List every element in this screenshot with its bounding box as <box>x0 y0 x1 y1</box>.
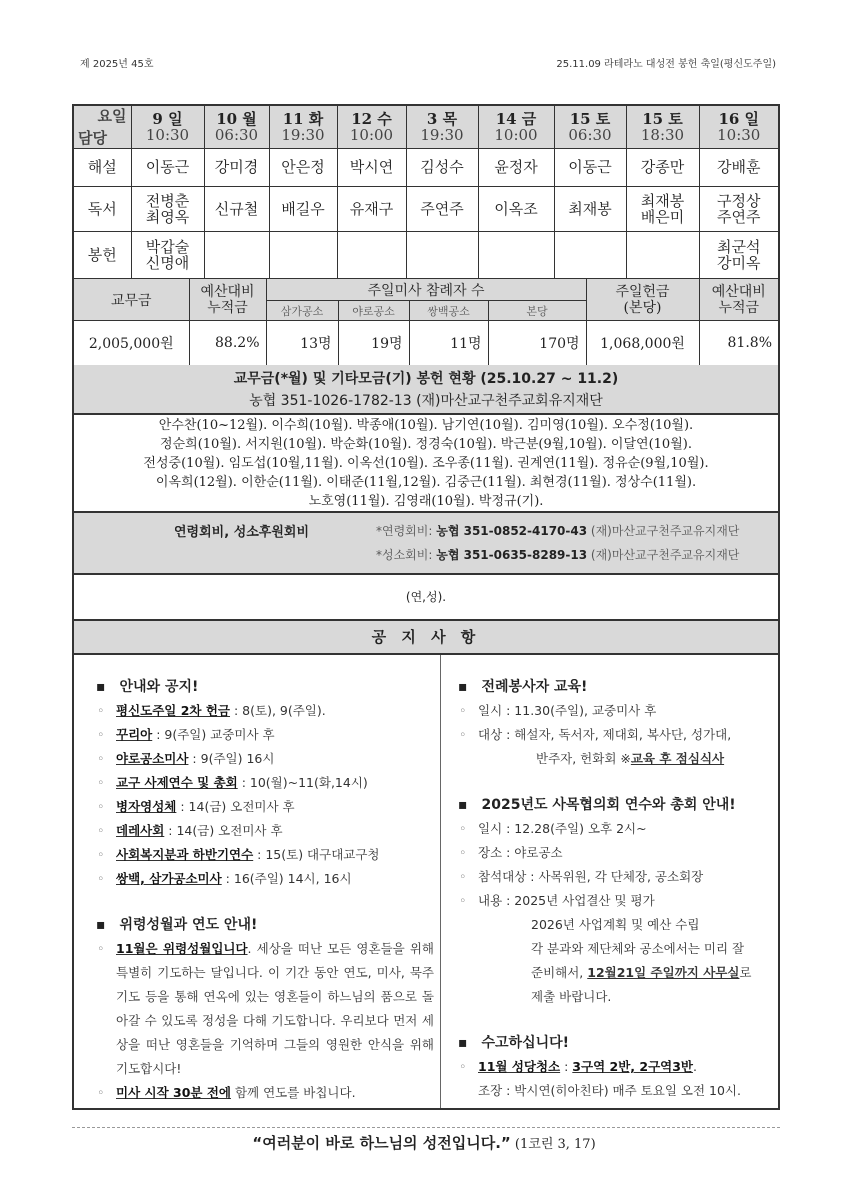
notice-item: ◦ 미사 시작 30분 전에 함께 연도를 바칩니다. <box>94 1081 434 1105</box>
notice-item: ◦ 대상 : 해설자, 독서자, 제대회, 복사단, 성가대, <box>456 723 776 747</box>
society-account-1: *연령회비: 농협 351-0852-4170-43 (재)마산교구천주교유지재단 <box>376 524 740 538</box>
notice-item-cont: 조장 : 박시연(히아친타) 매주 토요일 오전 10시. <box>478 1083 741 1098</box>
notice-item: ◦ 일시 : 11.30(주일), 교중미사 후 <box>456 699 776 723</box>
footer-divider <box>72 1127 780 1128</box>
day-header: 15 토 06:30 <box>554 105 626 148</box>
notice-item: ◦ 병자영성체 : 14(금) 오전미사 후 <box>94 795 434 819</box>
sub-header: 본당 <box>488 301 586 321</box>
footer-quote: “여러분이 바로 하느님의 성전입니다.” (1코린 3, 17) <box>252 1134 596 1152</box>
attend-value: 170명 <box>488 321 586 367</box>
assignee-cell: 강종만 <box>626 148 699 186</box>
section-heading: ▪ 안내와 공지! <box>94 675 434 699</box>
assignee-cell: 이동근 <box>554 148 626 186</box>
gyomu-header: 교무금 <box>73 279 189 321</box>
notice-item-cont: 반주자, 헌화회 ※교육 후 점심식사 <box>536 751 725 766</box>
donor-list <box>72 415 780 513</box>
donor-line: 노호영(11월). 김영래(10월). 박정규(기). <box>308 494 544 509</box>
section-heading: ▪ 2025년도 사목협의회 연수와 총회 안내! <box>456 793 776 817</box>
notice-item-cont: 준비해서, 12월21일 주일까지 사무실로 <box>531 965 752 980</box>
notice-item-cont: 각 분과와 제단체와 공소에서는 미리 잘 <box>531 941 745 956</box>
notice-item: ◦ 참석대상 : 사목위원, 각 단체장, 공소회장 <box>456 865 776 889</box>
society-title: 연령회비, 성소후원회비 <box>174 525 310 540</box>
sub-header: 삼가공소 <box>266 301 338 321</box>
notice-item: ◦ 평신도주일 2차 헌금 : 8(토), 9(주일). <box>94 699 434 723</box>
day-header: 14 금 10:00 <box>478 105 554 148</box>
notice-item: ◦ 교구 사제연수 및 총회 : 10(월)~11(화,14시) <box>94 771 434 795</box>
assignee-cell: 윤정자 <box>478 148 554 186</box>
assignee-cell: 강미경 <box>204 148 269 186</box>
notice-item: ◦ 일시 : 12.28(주일) 오후 2시~ <box>456 817 776 841</box>
day-header: 10 월 06:30 <box>204 105 269 148</box>
society-fees <box>72 513 780 575</box>
budget-value-1: 88.2% <box>189 321 266 367</box>
notice-item: ◦ 야로공소미사 : 9(주일) 16시 <box>94 747 434 771</box>
assignee-cell: 최재봉 <box>554 186 626 231</box>
assignee-cell: 강배훈 <box>699 148 779 186</box>
assignee-cell <box>204 231 269 279</box>
notice-item: ◦ 꾸리아 : 9(주일) 교중미사 후 <box>94 723 434 747</box>
mass-schedule-table <box>72 104 780 280</box>
notice-item-cont: 제출 바랍니다. <box>531 989 612 1004</box>
notice-right-column <box>456 669 776 1103</box>
budget-header-1: 예산대비 누적금 <box>189 279 266 321</box>
notice-item-cont: 2026년 사업계획 및 예산 수립 <box>531 917 700 932</box>
day-header: 11 화 19:30 <box>269 105 337 148</box>
assignee-cell: 주연주 <box>406 186 478 231</box>
assignee-cell: 안은정 <box>269 148 337 186</box>
attend-value: 19명 <box>338 321 409 367</box>
notice-item: ◦ 장소 : 야로공소 <box>456 841 776 865</box>
role-label: 독서 <box>73 186 131 231</box>
sub-header: 야로공소 <box>338 301 409 321</box>
assignee-cell: 최군석 강미옥 <box>699 231 779 279</box>
assignee-cell: 이동근 <box>131 148 204 186</box>
sub-header: 쌍백공소 <box>409 301 488 321</box>
assignee-cell: 전병춘 최영옥 <box>131 186 204 231</box>
donation-title: 교무금(*월) 및 기타모금(기) 봉헌 현황 (25.10.27 ~ 11.2) <box>233 371 619 387</box>
assignee-cell: 최재봉 배은미 <box>626 186 699 231</box>
corner-cell: 요일 담당 <box>73 105 131 148</box>
donation-account: 농협 351-1026-1782-13 (재)마산교구천주교회유지재단 <box>249 393 603 409</box>
budget-value-2: 81.8% <box>699 321 779 367</box>
donor-line: 전성중(10월). 임도섭(10월,11월). 이옥선(10월). 조우종(11월). 권계연(11월). 정유순(9월,10월). <box>143 456 709 471</box>
role-row <box>73 186 779 231</box>
notice-item: ◦ 내용 : 2025년 사업결산 및 평가 <box>456 889 776 913</box>
notice-item: ◦ 쌍백, 삼가공소미사 : 16(주일) 14시, 16시 <box>94 867 434 891</box>
assignee-cell <box>478 231 554 279</box>
role-row <box>73 148 779 186</box>
day-header: 15 토 18:30 <box>626 105 699 148</box>
issue-number: 제 2025년 45호 <box>80 59 154 70</box>
notice-body <box>72 655 780 1110</box>
role-label: 해설 <box>73 148 131 186</box>
finance-table <box>72 278 780 368</box>
day-header: 3 목 19:30 <box>406 105 478 148</box>
offering-value: 1,068,000원 <box>586 321 699 367</box>
donation-header <box>72 365 780 415</box>
notice-title: 공 지 사 항 <box>72 621 780 655</box>
society-donors: (연,성). <box>72 575 780 621</box>
section-heading: ▪ 전례봉사자 교육! <box>456 675 776 699</box>
section-heading: ▪ 수고하십니다! <box>456 1031 776 1055</box>
role-row <box>73 231 779 279</box>
assignee-cell: 박갑술 신명애 <box>131 231 204 279</box>
attend-value: 11명 <box>409 321 488 367</box>
assignee-cell: 유재구 <box>337 186 406 231</box>
assignee-cell: 배길우 <box>269 186 337 231</box>
notice-item: ◦ 11월은 위령성월입니다. 세상을 떠난 모든 영혼들을 위해 특별히 기도하는 달입니다. 이 기간 동안 연도, 미사, 묵주기도 등을 통해 연옥에 있는 영혼들이 하느님의 품으로 돌아갈 수 있도록 정성을 다해 기도합니다. 우리보다 먼저 세상을 떠난 영혼들을 기억하며 그들의 영원한 안식을 위해 기도합시다! <box>94 937 434 1081</box>
section-heading: ▪ 위령성월과 연도 안내! <box>94 913 434 937</box>
notice-left-column <box>94 669 434 1105</box>
role-label: 봉헌 <box>73 231 131 279</box>
donor-line: 정순희(10월). 서지원(10월). 박순화(10월). 정경숙(10월). 박근분(9월,10월). 이달연(10월). <box>160 437 692 452</box>
budget-header-2: 예산대비 누적금 <box>699 279 779 321</box>
notice-item: ◦ 사회복지분과 하반기연수 : 15(토) 대구대교구청 <box>94 843 434 867</box>
assignee-cell: 박시연 <box>337 148 406 186</box>
assignee-cell <box>406 231 478 279</box>
gyomu-value: 2,005,000원 <box>73 321 189 367</box>
assignee-cell <box>626 231 699 279</box>
day-header: 16 일 10:30 <box>699 105 779 148</box>
society-account-2: *성소회비: 농협 351-0635-8289-13 (재)마산교구천주교유지재단 <box>376 548 740 562</box>
date-title: 25.11.09 라테라노 대성전 봉헌 축일(평신도주일) <box>556 59 776 70</box>
donor-line: 안수찬(10~12월). 이수희(10월). 박종애(10월). 남기연(10월). 김미영(10월). 오수정(10월). <box>158 418 694 433</box>
assignee-cell <box>554 231 626 279</box>
offering-header: 주일헌금 (본당) <box>586 279 699 321</box>
notice-item: ◦ 11월 성당청소 : 3구역 2반, 2구역3반. <box>456 1055 776 1079</box>
day-header: 12 수 10:00 <box>337 105 406 148</box>
notice-item: ◦ 데레사회 : 14(금) 오전미사 후 <box>94 819 434 843</box>
column-divider <box>440 655 441 1108</box>
assignee-cell: 신규철 <box>204 186 269 231</box>
attendance-header: 주일미사 참례자 수 <box>266 279 586 301</box>
assignee-cell <box>337 231 406 279</box>
day-header: 9 일 10:30 <box>131 105 204 148</box>
donor-line: 이옥희(12월). 이한순(11월). 이태준(11월,12월). 김중근(11월). 최현경(11월). 정상수(11월). <box>155 475 697 490</box>
assignee-cell <box>269 231 337 279</box>
assignee-cell: 구정상 주연주 <box>699 186 779 231</box>
assignee-cell: 이옥조 <box>478 186 554 231</box>
assignee-cell: 김성수 <box>406 148 478 186</box>
attend-value: 13명 <box>266 321 338 367</box>
